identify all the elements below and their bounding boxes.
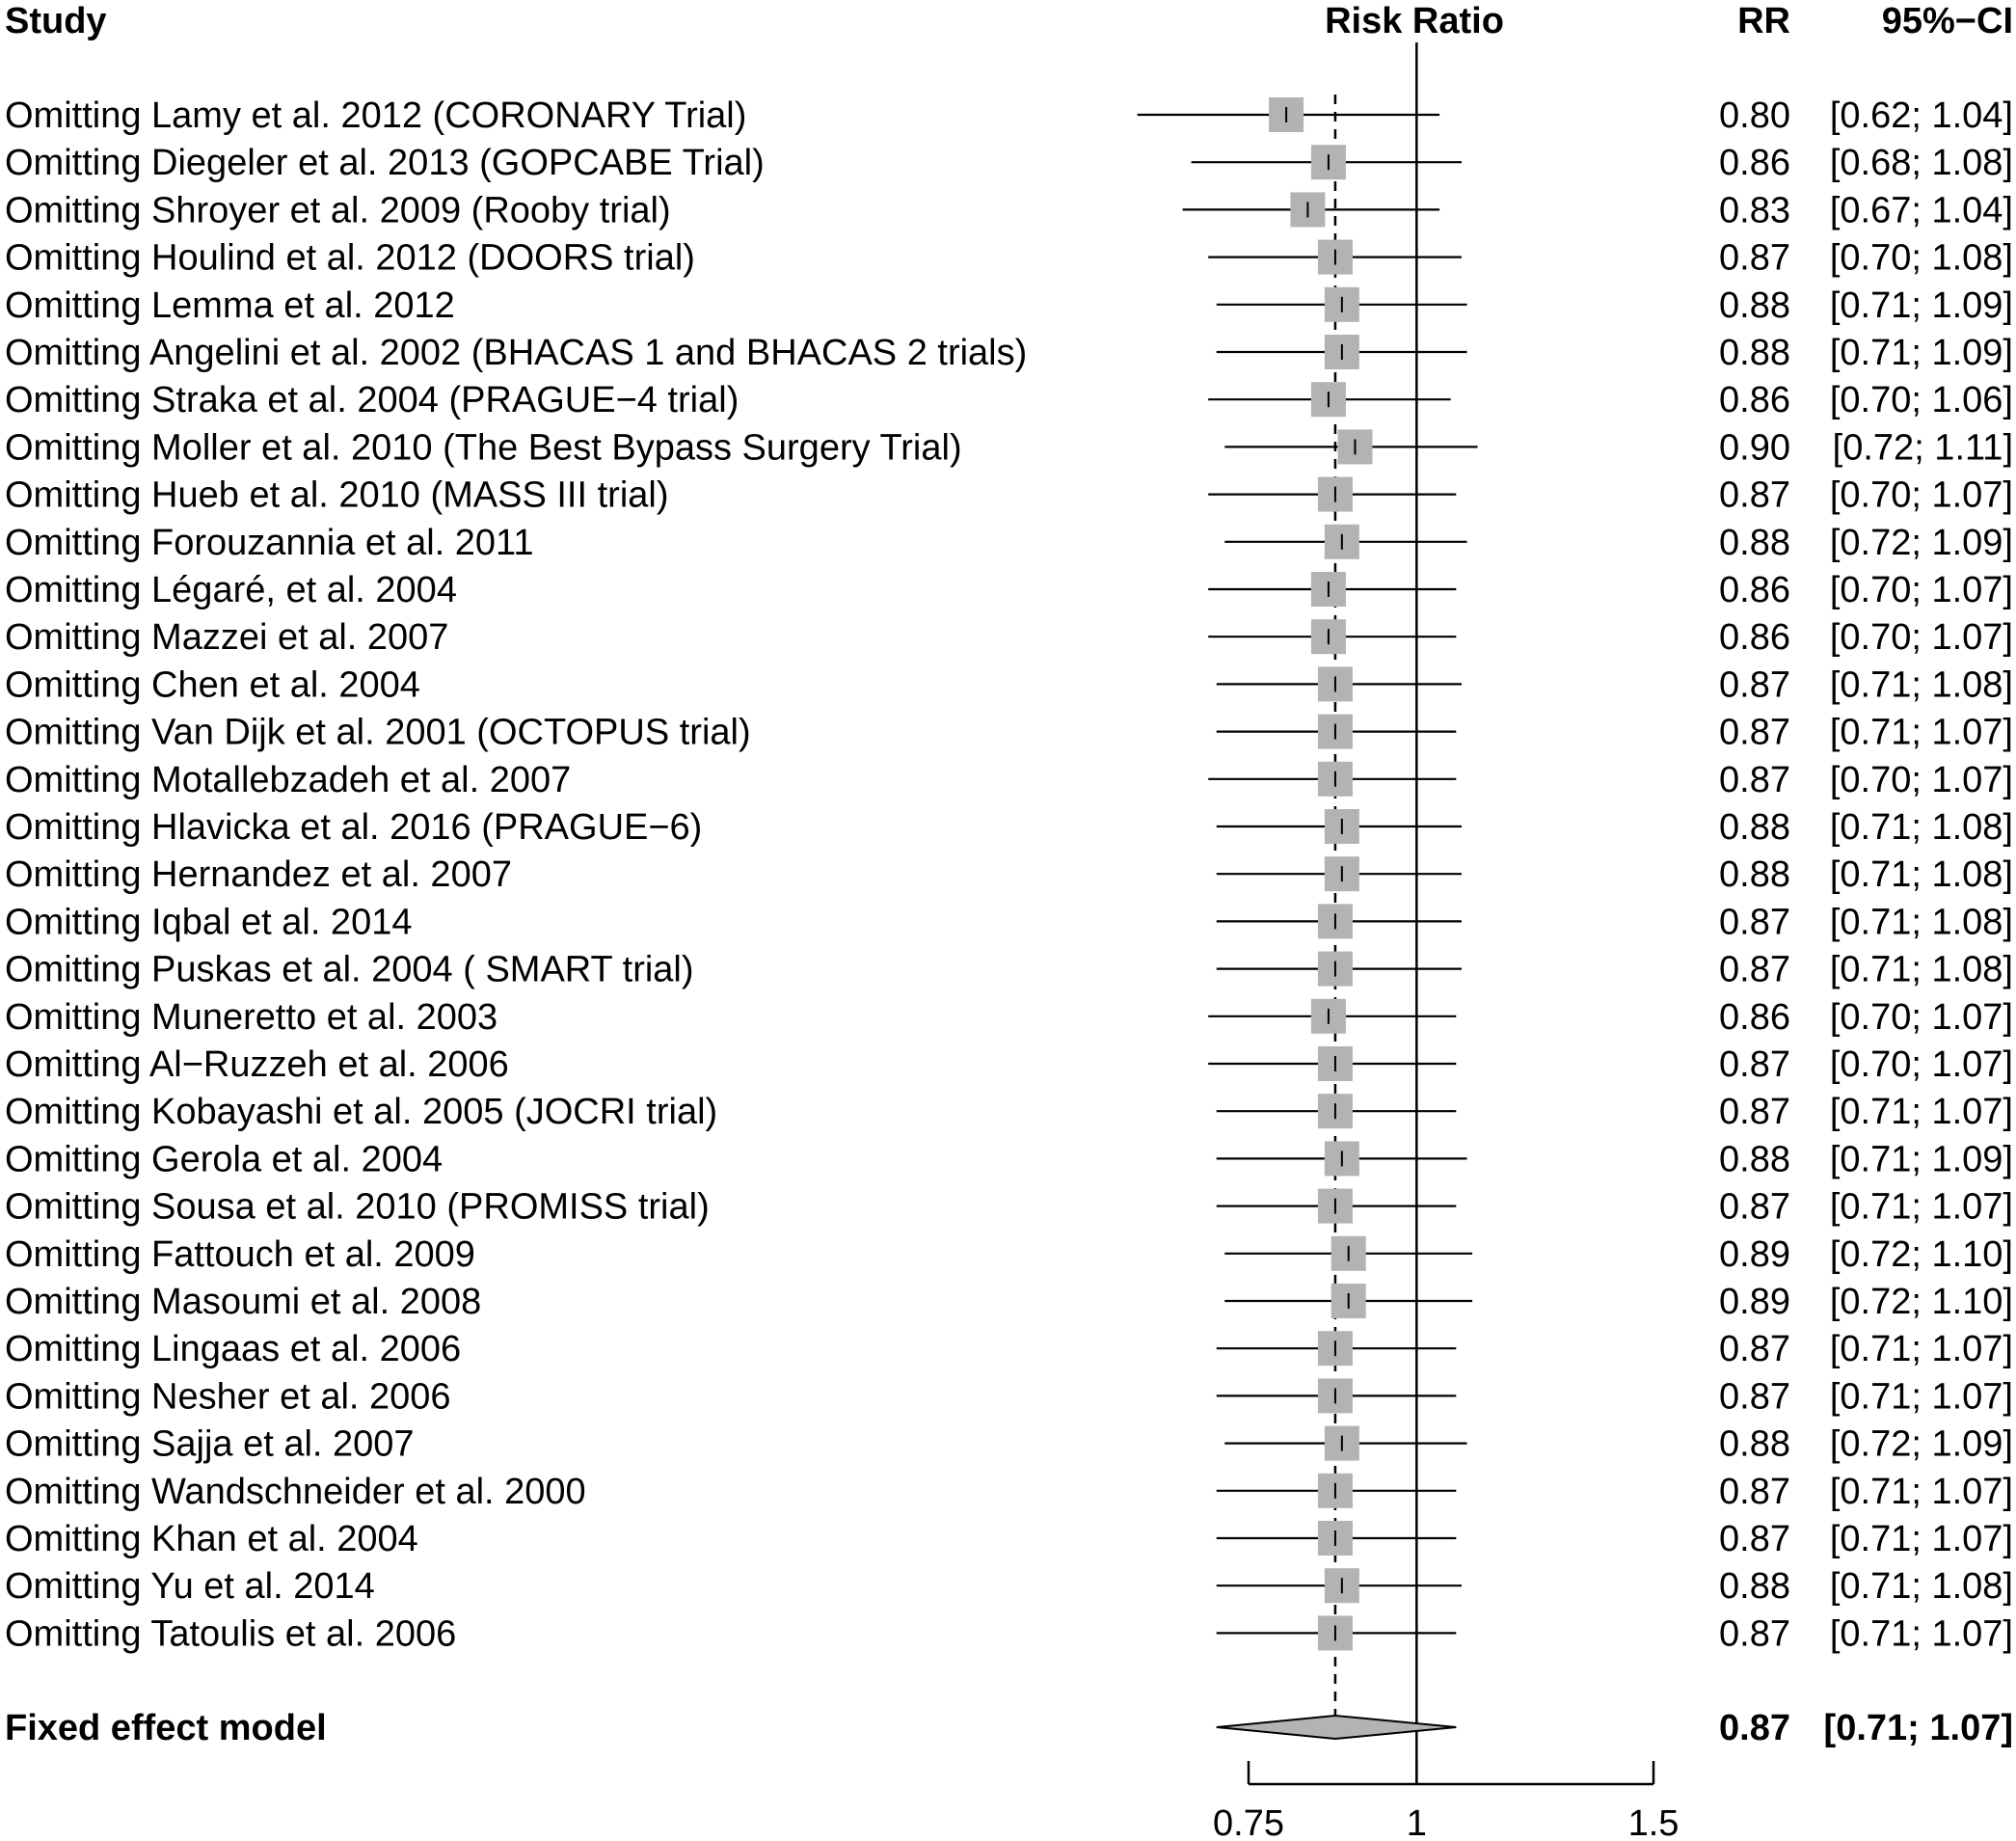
study-rr: 0.88 <box>1719 522 1790 563</box>
study-ci: [0.71; 1.08] <box>1829 949 2013 990</box>
study-rr: 0.86 <box>1719 570 1790 610</box>
study-label: Omitting Hueb et al. 2010 (MASS III trial) <box>5 474 669 516</box>
study-row <box>5 713 2013 753</box>
study-row <box>5 854 2013 895</box>
study-row <box>5 1092 2013 1132</box>
study-row <box>5 997 2013 1038</box>
study-row <box>5 1472 2013 1512</box>
study-row <box>5 333 2013 373</box>
study-label: Omitting Wandschneider et al. 2000 <box>5 1471 586 1512</box>
study-rr: 0.88 <box>1719 807 1790 848</box>
study-ci: [0.70; 1.07] <box>1829 570 2013 610</box>
study-ci: [0.71; 1.09] <box>1829 333 2013 373</box>
x-axis <box>1213 1761 1679 1841</box>
study-ci: [0.71; 1.07] <box>1829 1519 2013 1559</box>
header-ci: 95%−CI <box>1881 1 2013 41</box>
study-label: Omitting Houlind et al. 2012 (DOORS trial) <box>5 237 695 279</box>
study-row <box>5 902 2013 942</box>
study-ci: [0.62; 1.04] <box>1829 95 2013 136</box>
study-label: Omitting Lingaas et al. 2006 <box>5 1329 462 1370</box>
study-label: Omitting Van Dijk et al. 2001 (OCTOPUS trial) <box>5 712 751 753</box>
study-label: Omitting Sousa et al. 2010 (PROMISS trial) <box>5 1186 710 1228</box>
study-row <box>5 95 2013 136</box>
header-study: Study <box>5 1 107 41</box>
study-row <box>5 1519 2013 1559</box>
study-ci: [0.70; 1.07] <box>1829 617 2013 659</box>
study-label: Omitting Motallebzadeh et al. 2007 <box>5 759 572 800</box>
study-rr: 0.87 <box>1719 1376 1790 1418</box>
study-ci: [0.71; 1.07] <box>1829 1376 2013 1418</box>
study-ci: [0.71; 1.07] <box>1829 1471 2013 1512</box>
study-label: Omitting Lemma et al. 2012 <box>5 284 455 326</box>
study-rr: 0.87 <box>1719 1044 1790 1085</box>
study-row <box>5 1613 2013 1654</box>
study-ci: [0.71; 1.07] <box>1829 1092 2013 1133</box>
study-label: Omitting Angelini et al. 2002 (BHACAS 1 and BHACAS 2 trials) <box>5 333 1028 373</box>
study-label: Omitting Chen et al. 2004 <box>5 664 420 706</box>
study-rr: 0.88 <box>1719 1139 1790 1180</box>
study-row <box>5 523 2013 563</box>
study-rr: 0.87 <box>1719 1519 1790 1559</box>
summary-ci: [0.71; 1.07] <box>1823 1708 2013 1748</box>
study-rr: 0.87 <box>1719 474 1790 516</box>
study-row <box>5 475 2013 516</box>
study-row <box>5 190 2013 230</box>
study-ci: [0.70; 1.06] <box>1829 380 2013 421</box>
study-ci: [0.71; 1.07] <box>1829 712 2013 753</box>
study-row <box>5 1044 2013 1085</box>
study-row <box>5 807 2013 848</box>
study-ci: [0.72; 1.10] <box>1829 1233 2013 1275</box>
study-row <box>5 1566 2013 1607</box>
study-ci: [0.71; 1.07] <box>1829 1186 2013 1228</box>
study-label: Omitting Lamy et al. 2012 (CORONARY Trial) <box>5 95 747 136</box>
study-rr: 0.90 <box>1719 427 1790 469</box>
summary-rr: 0.87 <box>1719 1708 1790 1748</box>
study-ci: [0.71; 1.08] <box>1829 902 2013 943</box>
study-label: Omitting Kobayashi et al. 2005 (JOCRI trial) <box>5 1092 718 1133</box>
study-row <box>5 1282 2013 1322</box>
study-ci: [0.71; 1.07] <box>1829 1613 2013 1655</box>
study-rr: 0.80 <box>1719 95 1790 136</box>
study-rr: 0.87 <box>1719 1186 1790 1228</box>
study-rr: 0.88 <box>1719 284 1790 326</box>
study-row <box>5 285 2013 326</box>
study-label: Omitting Gerola et al. 2004 <box>5 1139 444 1180</box>
study-rr: 0.86 <box>1719 143 1790 184</box>
study-rr: 0.87 <box>1719 664 1790 706</box>
study-label: Omitting Masoumi et al. 2008 <box>5 1282 482 1322</box>
study-ci: [0.70; 1.07] <box>1829 474 2013 516</box>
summary-label: Fixed effect model <box>5 1708 327 1748</box>
axis-tick-label: 1.5 <box>1627 1803 1680 1841</box>
study-rr: 0.86 <box>1719 996 1790 1038</box>
study-label: Omitting Mazzei et al. 2007 <box>5 617 449 659</box>
study-row <box>5 380 2013 420</box>
study-rr: 0.87 <box>1719 902 1790 943</box>
study-rr: 0.89 <box>1719 1282 1790 1322</box>
study-label: Omitting Sajja et al. 2007 <box>5 1423 415 1465</box>
study-row <box>5 1234 2013 1275</box>
study-rr: 0.83 <box>1719 190 1790 231</box>
study-label: Omitting Straka et al. 2004 (PRAGUE−4 trial) <box>5 380 739 421</box>
study-rr: 0.88 <box>1719 333 1790 373</box>
study-row <box>5 950 2013 990</box>
study-ci: [0.71; 1.08] <box>1829 854 2013 896</box>
study-ci: [0.71; 1.09] <box>1829 1139 2013 1180</box>
study-row <box>5 760 2013 800</box>
study-row <box>5 1424 2013 1465</box>
study-row <box>5 664 2013 705</box>
study-ci: [0.70; 1.07] <box>1829 759 2013 800</box>
study-ci: [0.72; 1.09] <box>1829 1423 2013 1465</box>
study-label: Omitting Yu et al. 2014 <box>5 1566 375 1608</box>
study-ci: [0.71; 1.08] <box>1829 664 2013 706</box>
study-row <box>5 238 2013 279</box>
study-label: Omitting Shroyer et al. 2009 (Rooby trial) <box>5 190 671 231</box>
study-row <box>5 143 2013 183</box>
study-label: Omitting Forouzannia et al. 2011 <box>5 522 534 563</box>
study-ci: [0.70; 1.08] <box>1829 237 2013 279</box>
study-ci: [0.71; 1.09] <box>1829 284 2013 326</box>
study-label: Omitting Hlavicka et al. 2016 (PRAGUE−6) <box>5 807 703 848</box>
study-label: Omitting Tatoulis et al. 2006 <box>5 1613 457 1655</box>
study-rr: 0.87 <box>1719 237 1790 279</box>
study-label: Omitting Khan et al. 2004 <box>5 1519 418 1559</box>
study-rr: 0.89 <box>1719 1233 1790 1275</box>
study-rr: 0.87 <box>1719 949 1790 990</box>
study-rr: 0.88 <box>1719 1423 1790 1465</box>
study-rr: 0.86 <box>1719 617 1790 659</box>
study-ci: [0.67; 1.04] <box>1829 190 2013 231</box>
study-label: Omitting Hernandez et al. 2007 <box>5 854 512 896</box>
study-ci: [0.71; 1.08] <box>1829 1566 2013 1608</box>
study-ci: [0.72; 1.10] <box>1829 1282 2013 1322</box>
study-rr: 0.86 <box>1719 380 1790 421</box>
study-label: Omitting Nesher et al. 2006 <box>5 1376 451 1418</box>
header-rr: RR <box>1737 1 1790 41</box>
header-risk-ratio: Risk Ratio <box>1325 1 1504 41</box>
summary-diamond <box>1217 1716 1457 1739</box>
study-row <box>5 1139 2013 1179</box>
study-label: Omitting Muneretto et al. 2003 <box>5 996 498 1038</box>
study-ci: [0.71; 1.07] <box>1829 1329 2013 1370</box>
study-ci: [0.70; 1.07] <box>1829 996 2013 1038</box>
axis-tick-label: 1 <box>1406 1803 1427 1841</box>
study-row <box>5 427 2013 468</box>
study-ci: [0.71; 1.08] <box>1829 807 2013 848</box>
study-rr: 0.88 <box>1719 1566 1790 1608</box>
study-label: Omitting Iqbal et al. 2014 <box>5 902 413 943</box>
study-label: Omitting Fattouch et al. 2009 <box>5 1233 475 1275</box>
study-rr: 0.88 <box>1719 854 1790 896</box>
study-rr: 0.87 <box>1719 1613 1790 1655</box>
study-ci: [0.72; 1.09] <box>1829 522 2013 563</box>
study-ci: [0.72; 1.11] <box>1832 427 2013 469</box>
study-label: Omitting Puskas et al. 2004 ( SMART trial) <box>5 949 694 990</box>
study-ci: [0.70; 1.07] <box>1829 1044 2013 1085</box>
study-rr: 0.87 <box>1719 759 1790 800</box>
study-label: Omitting Al−Ruzzeh et al. 2006 <box>5 1044 509 1085</box>
study-label: Omitting Diegeler et al. 2013 (GOPCABE Trial) <box>5 143 765 184</box>
study-label: Omitting Moller et al. 2010 (The Best Bypass Surgery Trial) <box>5 427 962 469</box>
study-rr: 0.87 <box>1719 712 1790 753</box>
study-rr: 0.87 <box>1719 1471 1790 1512</box>
study-row <box>5 1376 2013 1417</box>
study-row <box>5 1329 2013 1369</box>
study-label: Omitting Légaré, et al. 2004 <box>5 570 457 610</box>
study-ci: [0.68; 1.08] <box>1829 143 2013 184</box>
study-row <box>5 1187 2013 1228</box>
axis-tick-label: 0.75 <box>1213 1803 1284 1841</box>
study-rr: 0.87 <box>1719 1092 1790 1133</box>
study-row <box>5 617 2013 658</box>
study-row <box>5 570 2013 610</box>
study-rows <box>5 95 2013 1654</box>
study-rr: 0.87 <box>1719 1329 1790 1370</box>
